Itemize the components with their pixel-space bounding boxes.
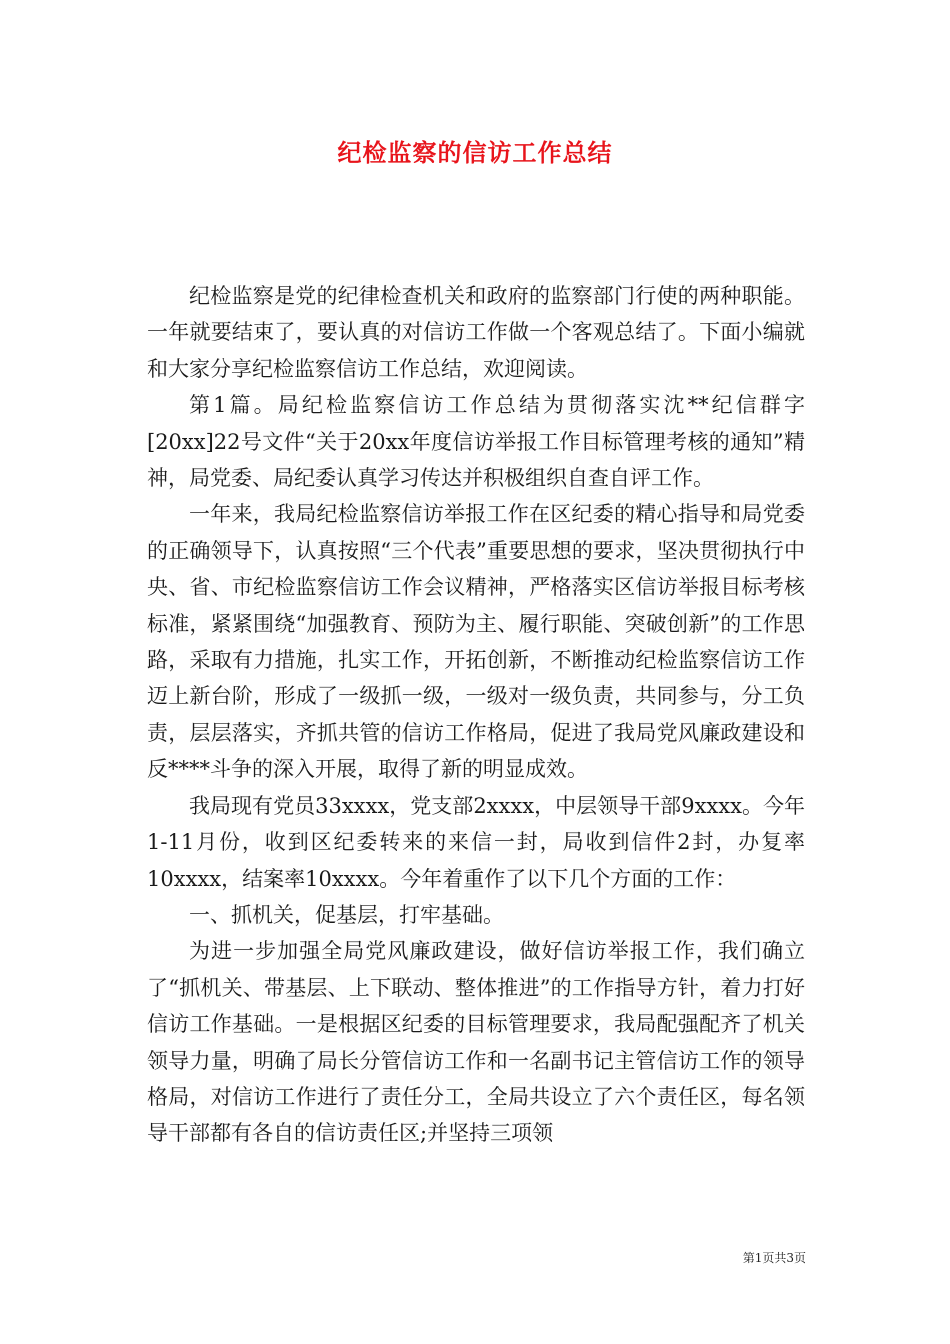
paragraph: 第1篇。局纪检监察信访工作总结为贯彻落实沈**纪信群字[20xx]22号文件“关于20xx年度信访举报工作目标管理考核的通知”精神，局党委、局纪委认真学习传达并积极组织自查自评工作。 (147, 393, 805, 491)
document-title: 纪检监察的信访工作总结 (337, 139, 613, 167)
section-heading: 一、抓机关，促基层，打牢基础。 (189, 902, 504, 927)
paragraph: 为进一步加强全局党风廉政建设，做好信访举报工作，我们确立了“抓机关、带基层、上下联动、整体推进”的工作指导方针，着力打好信访工作基础。一是根据区纪委的目标管理要求，我局配强配齐了机关领导力量，明确了局长分管信访工作和一名副书记主管信访工作的领导格局，对信访工作进行了责任分工，全局共设立了六个责任区，每名领导干部都有各自的信访责任区;并坚持三项领 (147, 939, 805, 1146)
document-body (147, 278, 805, 1152)
paragraph: 纪检监察是党的纪律检查机关和政府的监察部门行使的两种职能。一年就要结束了，要认真的对信访工作做一个客观总结了。下面小编就和大家分享纪检监察信访工作总结，欢迎阅读。 (147, 284, 805, 381)
paragraph: 一年来，我局纪检监察信访举报工作在区纪委的精心指导和局党委的正确领导下，认真按照“三个代表”重要思想的要求，坚决贯彻执行中央、省、市纪检监察信访工作会议精神，严格落实区信访举报目标考核标准，紧紧围绕“加强教育、预防为主、履行职能、突破创新”的工作思路，采取有力措施，扎实工作，开拓创新，不断推动纪检监察信访工作迈上新台阶，形成了一级抓一级，一级对一级负责，共同参与，分工负责，层层落实，齐抓共管的信访工作格局，促进了我局党风廉政建设和反****斗争的深入开展，取得了新的明显成效。 (147, 502, 805, 782)
paragraph: 我局现有党员33xxxx，党支部2xxxx，中层领导干部9xxxx。今年1-11月份，收到区纪委转来的来信一封，局收到信件2封，办复率10xxxx，结案率10xxxx。今年着重作了以下几个方面的工作： (147, 793, 805, 891)
page-number: 第1页共3页 (742, 1251, 806, 1265)
